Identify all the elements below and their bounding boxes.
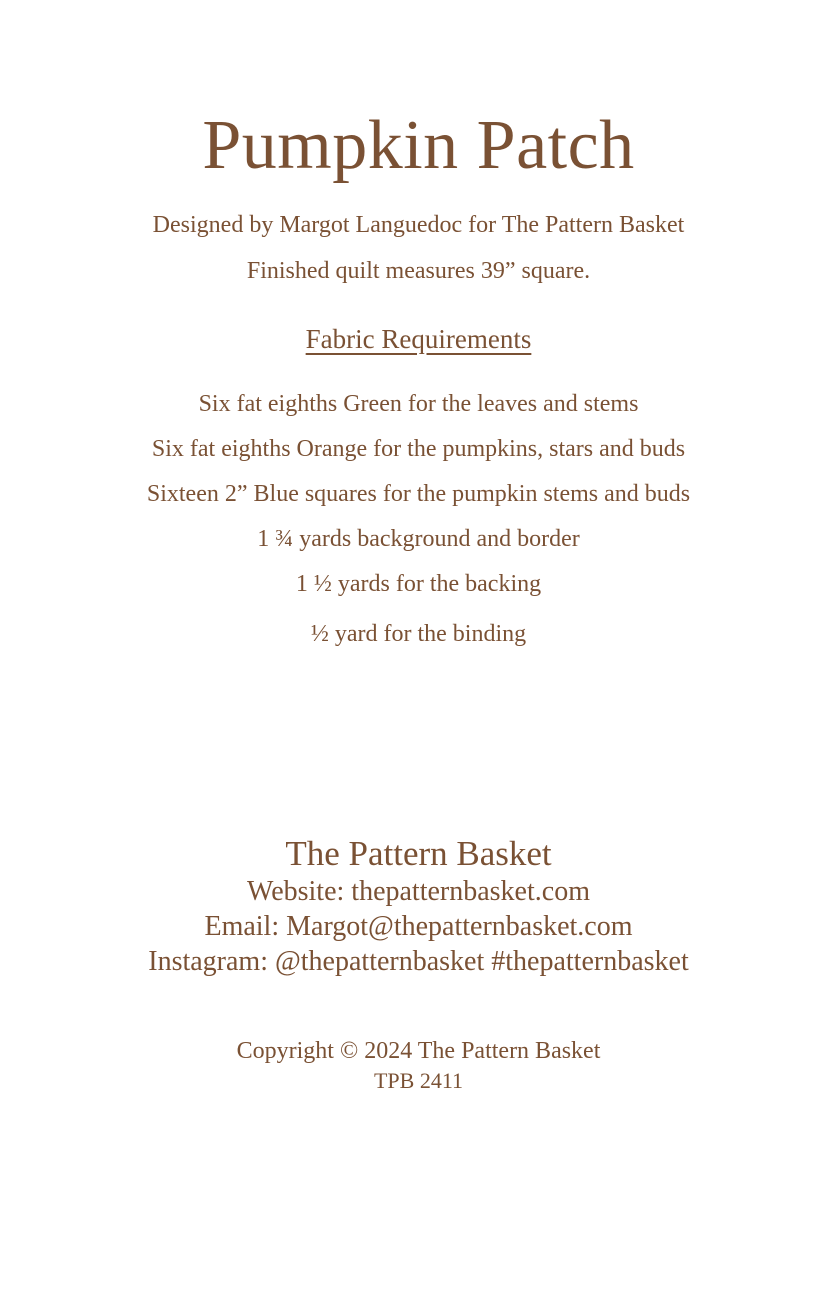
list-item: Six fat eighths Orange for the pumpkins, stars and buds — [151, 436, 686, 462]
list-item: 1 ¾ yards background and border — [257, 526, 580, 552]
list-item: Six fat eighths Green for the leaves and stems — [198, 391, 639, 417]
list-item: 1 ½ yards for the backing — [295, 571, 542, 597]
fabric-requirements-heading — [0, 322, 837, 356]
website-line: Website: thepatternbasket.com — [247, 876, 590, 907]
fabric-requirements-list — [0, 389, 837, 664]
company-name: The Pattern Basket — [285, 834, 552, 873]
designer-credit: Designed by Margot Languedoc for The Pattern Basket — [152, 212, 685, 238]
list-item: ½ yard for the binding — [310, 621, 527, 647]
instagram-line: Instagram: @thepatternbasket #thepatternbasket — [148, 946, 689, 977]
email-line: Email: Margot@thepatternbasket.com — [204, 911, 633, 942]
fabric-requirements-heading-text: Fabric Requirements — [305, 324, 532, 354]
list-item: Sixteen 2” Blue squares for the pumpkin stems and buds — [146, 481, 691, 507]
pattern-title: Pumpkin Patch — [202, 107, 635, 184]
pattern-code: TPB 2411 — [373, 1068, 464, 1093]
copyright-notice: Copyright © 2024 The Pattern Basket — [236, 1038, 601, 1064]
finished-size: Finished quilt measures 39” square. — [246, 258, 591, 284]
